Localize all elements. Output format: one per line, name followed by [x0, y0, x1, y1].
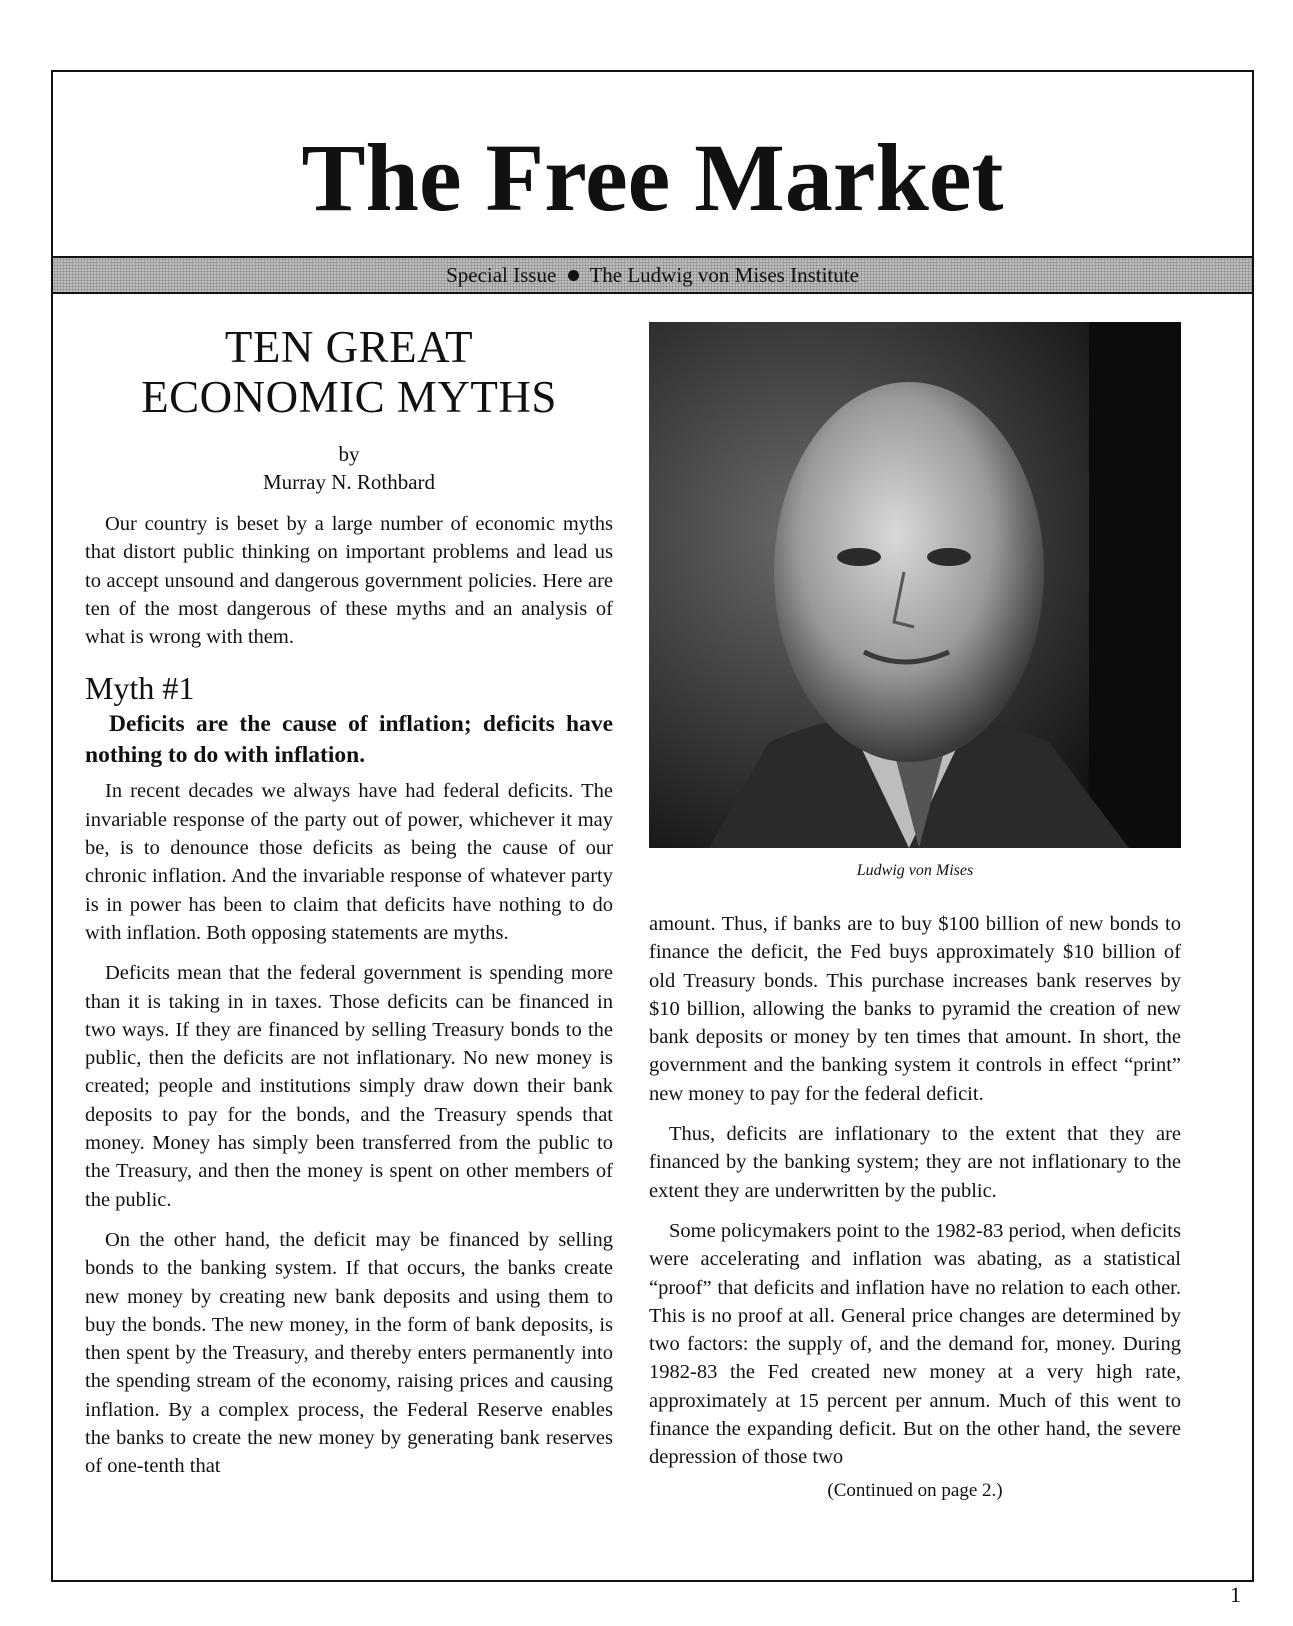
- byline-by: by: [338, 442, 360, 466]
- portrait-photo: [649, 322, 1181, 848]
- paragraph: On the other hand, the deficit may be financed by selling bonds to the banking system. If that occurs, the banks create new money by creating new bank deposits and using them to buy the bonds. The new money, in the form of bank deposits, is then spent by the Treasury, and thereby enters permanently into the spending stream of the economy, raising prices and causing inflation. By a complex process, the Federal Reserve enables the banks to create the new money by generating bank reserves of one-tenth that: [85, 1228, 613, 1478]
- paragraph: Deficits mean that the federal government is spending more than it is taking in in taxes. Those deficits can be financed in two ways. If they are financed by selling Treasury bonds to the public, then the deficits are not inflationary. No new money is created; people and institutions simply draw down their bank deposits to pay for the bonds, and the Treasury spends that money. Money has simply been transferred from the public to the Treasury, and then the money is spent on other members of the public.: [85, 962, 613, 1211]
- masthead: [53, 72, 1252, 254]
- page-frame: [51, 70, 1254, 1582]
- myth-heading: Myth #1: [85, 670, 195, 707]
- band-institute-label: The Ludwig von Mises Institute: [589, 263, 859, 287]
- photo-caption: Ludwig von Mises: [856, 862, 974, 879]
- intro-paragraph: Our country is beset by a large number of economic myths that distort public thinking on important problems and lead us to accept unsound and dangerous government policies. Here are ten of the most dangerous of these myths and an analysis of what is wrong with them.: [85, 513, 613, 649]
- paragraph: Thus, deficits are inflationary to the extent that they are financed by the banking system; they are not inflationary to the extent they are underwritten by the public.: [649, 1123, 1181, 1202]
- myth-statement: Deficits are the cause of inflation; deficits have nothing to do with inflation.: [85, 711, 613, 769]
- paragraph: Some policymakers point to the 1982-83 period, when deficits were accelerating and inflation was abating, as a statistical “proof” that deficits and inflation have no relation to each other. This is no proof at all. General price changes are determined by two factors: the supply of, and the demand for, money. During 1982-83 the Fed created new money at a very high rate, approximately at 15 percent per annum. Much of this went to finance the expanding deficit. But on the other hand, the severe depression of those two: [649, 1219, 1181, 1469]
- right-column: [649, 322, 1181, 1502]
- article-title: [85, 322, 613, 422]
- masthead-band: [53, 256, 1252, 294]
- byline: [85, 440, 613, 496]
- paragraph: amount. Thus, if banks are to buy $100 billion of new bonds to finance the deficit, the Fed buys approximately $10 billion of old Treasury bonds. This purchase increases bank reserves by $10 billion, allowing the banks to pyramid the creation of new bank deposits or money by ten times that amount. In short, the government and the banking system it controls in effect “print” new money to pay for the federal deficit.: [649, 913, 1181, 1105]
- portrait-illustration: [649, 322, 1181, 848]
- article-title-line1: TEN GREAT: [224, 322, 474, 372]
- continued-note: (Continued on page 2.): [827, 1479, 1003, 1501]
- article-title-line2: ECONOMIC MYTHS: [141, 372, 557, 422]
- left-column: [85, 322, 613, 1493]
- newsletter-title: The Free Market: [301, 124, 1004, 231]
- paragraph: In recent decades we always have had federal deficits. The invariable response of the party out of power, whichever it may be, is to denounce those deficits as being the cause of our chronic inflation. And the invariable response of whatever party is in power has been to claim that deficits have nothing to do with inflation. Both opposing statements are myths.: [85, 780, 613, 944]
- bullet-icon: [568, 270, 579, 281]
- page-number: 1: [1230, 1582, 1241, 1607]
- byline-author: Murray N. Rothbard: [262, 470, 436, 494]
- band-issue-label: Special Issue: [446, 263, 557, 287]
